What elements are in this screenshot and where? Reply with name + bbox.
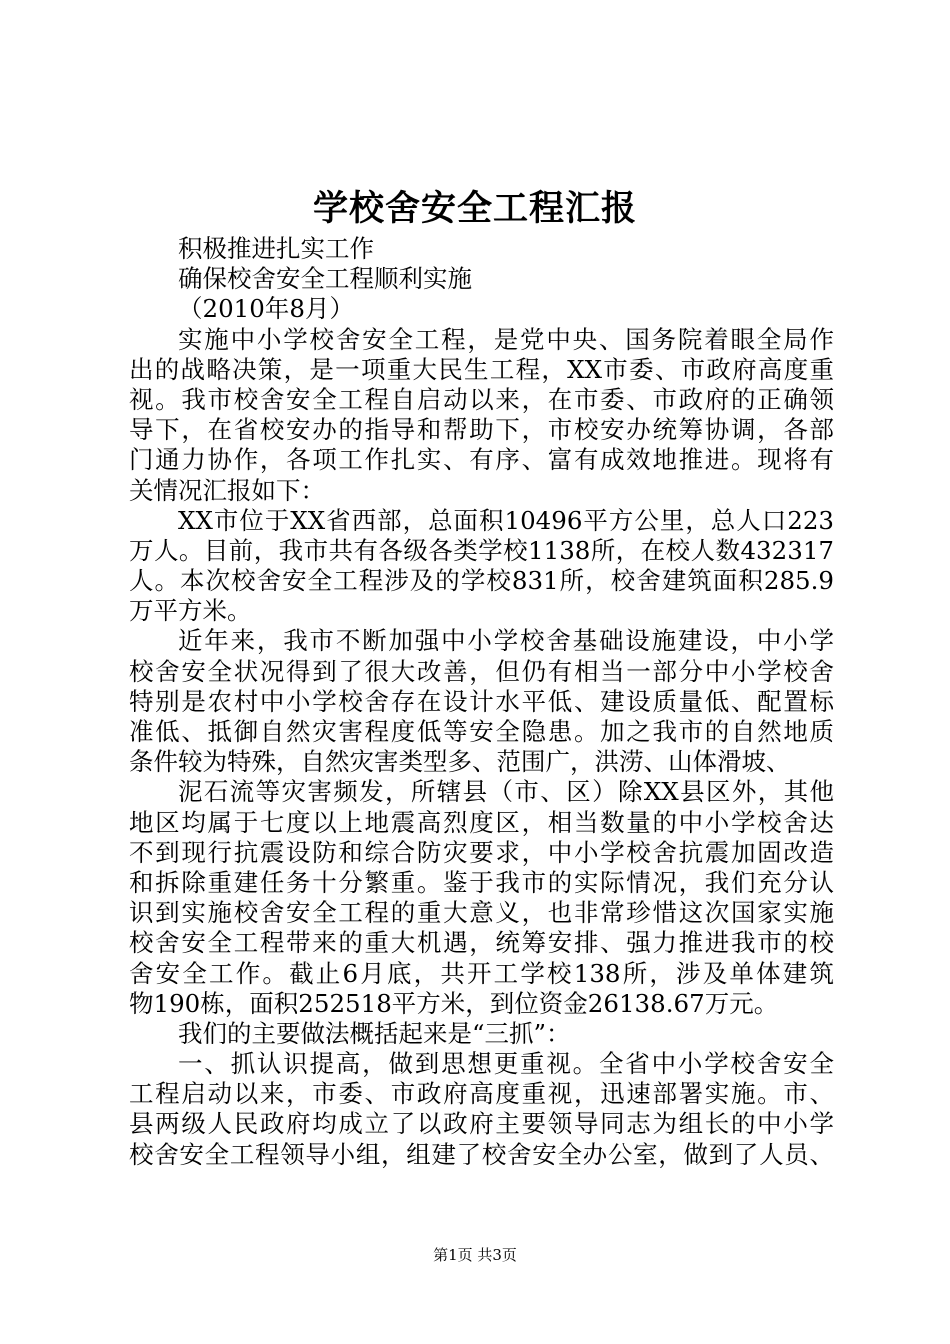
body-text-line: 校舍安全工程领导小组，组建了校舍安全办公室，做到了人员、 <box>129 1139 834 1169</box>
body-text-line: 泥石流等灾害频发，所辖县（市、区）除XX县区外，其他 <box>178 777 834 807</box>
body-text-line: 县两级人民政府均成立了以政府主要领导同志为组长的中小学 <box>129 1109 834 1139</box>
body-text-line: （2010年8月） <box>178 294 354 324</box>
body-text-line: 校舍安全状况得到了很大改善，但仍有相当一部分中小学校舍 <box>129 656 834 686</box>
body-text-line: 实施中小学校舍安全工程，是党中央、国务院着眼全局作 <box>178 324 834 354</box>
body-text-line: 识到实施校舍安全工程的重大意义，也非常珍惜这次国家实施 <box>129 898 834 928</box>
body-text-line: 准低、抵御自然灾害程度低等安全隐患。加之我市的自然地质 <box>129 717 834 746</box>
body-text-line: 工程启动以来，市委、市政府高度重视，迅速部署实施。市、 <box>129 1079 834 1109</box>
document-title: 学校舍安全工程汇报 <box>312 188 637 229</box>
body-text-line: 关情况汇报如下： <box>129 475 325 505</box>
body-text-line: 物190栋，面积252518平方米，到位资金26138.67万元。 <box>129 988 779 1018</box>
body-text-line: 一、抓认识提高，做到思想更重视。全省中小学校舍安全 <box>178 1049 834 1079</box>
body-text-line: 舍安全工作。截止6月底，共开工学校138所，涉及单体建筑 <box>129 958 834 988</box>
body-text-line: 人。本次校舍安全工程涉及的学校831所，校舍建筑面积285.9 <box>129 566 834 596</box>
body-text-line: 积极推进扎实工作 <box>178 234 374 263</box>
body-text-line: XX市位于XX省西部，总面积10496平方公里，总人口223 <box>178 505 834 535</box>
body-text-line: 近年来，我市不断加强中小学校舍基础设施建设，中小学 <box>178 626 834 656</box>
body-text-line: 导下，在省校安办的指导和帮助下，市校安办统筹协调，各部 <box>129 415 834 445</box>
body-text-line: 视。我市校舍安全工程自启动以来，在市委、市政府的正确领 <box>129 384 834 414</box>
body-text-line: 校舍安全工程带来的重大机遇，统筹安排、强力推进我市的校 <box>129 928 834 958</box>
body-text-line: 特别是农村中小学校舍存在设计水平低、建设质量低、配置标 <box>129 686 834 716</box>
document-body <box>129 234 834 1170</box>
body-text-line: 万平方米。 <box>129 596 252 626</box>
body-text-line: 我们的主要做法概括起来是“三抓”： <box>178 1018 571 1048</box>
body-text-line: 地区均属于七度以上地震高烈度区，相当数量的中小学校舍达 <box>129 807 834 837</box>
body-text-line: 不到现行抗震设防和综合防灾要求，中小学校舍抗震加固改造 <box>129 837 834 867</box>
body-text-line: 和拆除重建任务十分繁重。鉴于我市的实际情况，我们充分认 <box>129 867 834 897</box>
body-text-line: 万人。目前，我市共有各级各类学校1138所，在校人数432317 <box>129 535 834 565</box>
body-text-line: 门通力协作，各项工作扎实、有序、富有成效地推进。现将有 <box>129 445 834 475</box>
body-text-line: 条件较为特殊，自然灾害类型多、范围广，洪涝、山体滑坡、 <box>129 747 791 777</box>
body-text-line: 出的战略决策，是一项重大民生工程，XX市委、市政府高度重 <box>129 354 834 384</box>
body-text-line: 确保校舍安全工程顺利实施 <box>178 264 472 294</box>
page-footer: 第1页 共3页 <box>433 1246 517 1264</box>
